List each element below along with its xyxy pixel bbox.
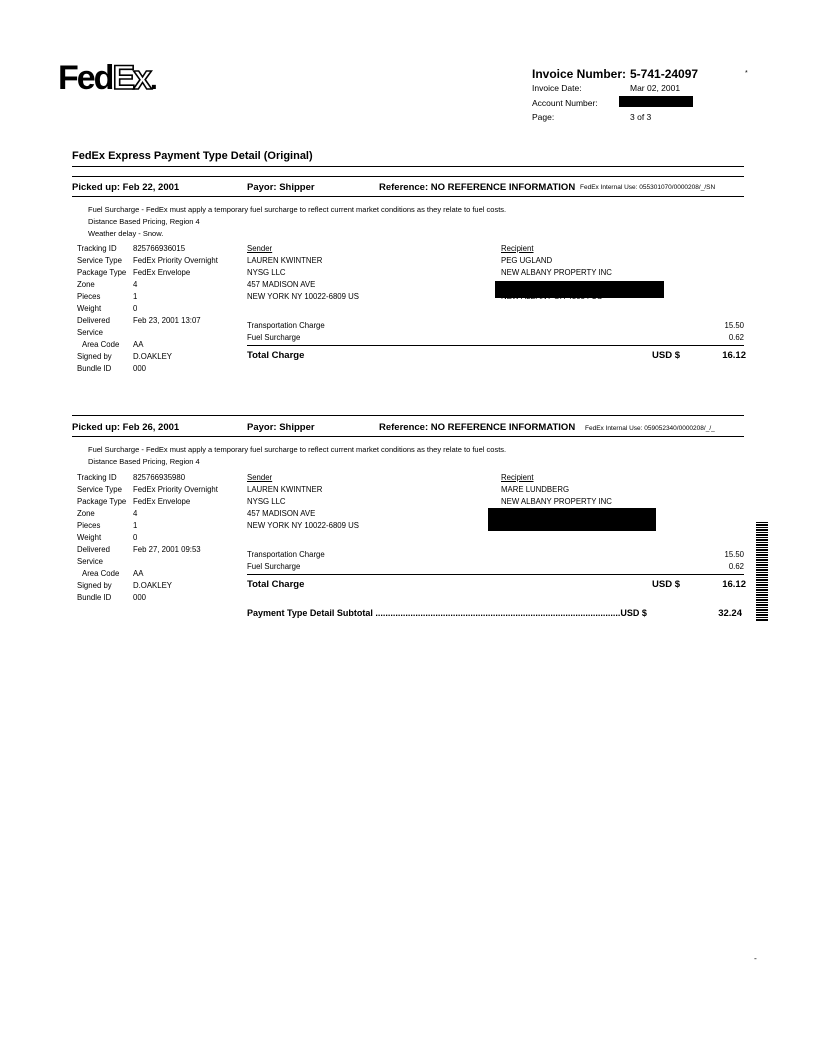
transportation-charge: 15.50 xyxy=(724,550,744,559)
reference: Reference: NO REFERENCE INFORMATION xyxy=(379,182,576,193)
recipient-label: Recipient xyxy=(501,244,534,253)
delivered: Feb 23, 2001 13:07 xyxy=(133,316,201,325)
shipment-labels xyxy=(77,243,126,375)
fuel-surcharge-label: Fuel Surcharge xyxy=(247,333,301,342)
signed-by-label: Signed by xyxy=(77,581,112,590)
page-label: Page: xyxy=(532,112,555,122)
divider xyxy=(72,415,744,416)
transportation-charge: 15.50 xyxy=(724,321,744,330)
sender-block xyxy=(247,472,359,532)
signed-by: D.OAKLEY xyxy=(133,581,172,590)
account-number-label: Account Number: xyxy=(532,98,598,108)
notes xyxy=(88,444,506,468)
pieces: 1 xyxy=(133,292,138,301)
delivered: Feb 27, 2001 09:53 xyxy=(133,545,201,554)
zone-label: Zone xyxy=(77,280,95,289)
invoice-number-label: Invoice Number: xyxy=(532,67,627,81)
recipient-address-redaction xyxy=(495,281,664,298)
signed-by: D.OAKLEY xyxy=(133,352,172,361)
page-value: 3 of 3 xyxy=(630,112,652,122)
tracking-id-label: Tracking ID xyxy=(77,473,117,482)
recipient-line: NEW ALBANY PROPERTY INC xyxy=(501,497,612,506)
divider xyxy=(72,196,744,197)
package-type-label: Package Type xyxy=(77,268,127,277)
zone: 4 xyxy=(133,509,138,518)
sender-line: LAUREN KWINTNER xyxy=(247,256,323,265)
delivered-label: Delivered xyxy=(77,545,110,554)
sender-line: LAUREN KWINTNER xyxy=(247,485,323,494)
divider xyxy=(72,436,744,437)
total-usd-label: USD $ xyxy=(652,350,680,361)
note-line: Distance Based Pricing, Region 4 xyxy=(88,457,200,466)
recipient-line: MARE LUNDBERG xyxy=(501,485,570,494)
fuel-surcharge: 0.62 xyxy=(728,562,744,571)
sender-line: 457 MADISON AVE xyxy=(247,509,316,518)
recipient-line: PEG UGLAND xyxy=(501,256,553,265)
footer-mark: - xyxy=(754,953,757,963)
divider xyxy=(247,574,744,575)
account-number-redaction xyxy=(619,96,693,107)
bundle-id: 000 xyxy=(133,364,147,373)
recipient-block xyxy=(501,243,612,279)
total-usd-label: USD $ xyxy=(652,579,680,590)
payor: Payor: Shipper xyxy=(247,182,315,193)
picked-up: Picked up: Feb 26, 2001 xyxy=(72,422,180,433)
recipient-block xyxy=(501,472,612,508)
total-charge: 16.12 xyxy=(722,350,746,361)
service-label: Service xyxy=(77,328,103,337)
sender-label: Sender xyxy=(247,244,273,253)
area-code-label: Area Code xyxy=(82,340,120,349)
service-type-label: Service Type xyxy=(77,485,122,494)
sender-line: NEW YORK NY 10022-6809 US xyxy=(247,292,359,301)
recipient-address-redaction xyxy=(488,508,656,531)
sender-line: NYSG LLC xyxy=(247,497,286,506)
note-line: Fuel Surcharge - FedEx must apply a temporary fuel surcharge to reflect current market conditions as they relate to fuel costs. xyxy=(88,205,507,214)
service-type-label: Service Type xyxy=(77,256,122,265)
sender-line: NEW YORK NY 10022-6809 US xyxy=(247,521,359,530)
bundle-id-label: Bundle ID xyxy=(77,593,112,602)
total-charge: 16.12 xyxy=(722,579,746,590)
note-line: Fuel Surcharge - FedEx must apply a temporary fuel surcharge to reflect current market conditions as they relate to fuel costs. xyxy=(88,445,507,454)
reference: Reference: NO REFERENCE INFORMATION xyxy=(379,422,576,433)
service-type: FedEx Priority Overnight xyxy=(133,485,218,494)
service-label: Service xyxy=(77,557,103,566)
pieces: 1 xyxy=(133,521,138,530)
fedex-logo: FedEx. xyxy=(58,59,156,97)
total-charge-label: Total Charge xyxy=(247,579,305,590)
transportation-charge-label: Transportation Charge xyxy=(247,550,325,559)
shipment-labels xyxy=(77,472,126,604)
sender-label: Sender xyxy=(247,473,273,482)
internal-use: FedEx Internal Use: 059052340/0000208/_/_ xyxy=(585,425,715,432)
transportation-charge-label: Transportation Charge xyxy=(247,321,325,330)
bundle-id: 000 xyxy=(133,593,147,602)
notes xyxy=(88,204,506,240)
pieces-label: Pieces xyxy=(77,292,101,301)
subtotal-label: Payment Type Detail Subtotal ..................................................................................................USD $ xyxy=(247,608,647,618)
invoice-number: 5-741-24097 xyxy=(630,67,699,81)
recipient-label: Recipient xyxy=(501,473,534,482)
weight-label: Weight xyxy=(77,304,102,313)
picked-up: Picked up: Feb 22, 2001 xyxy=(72,182,180,193)
invoice-date: Mar 02, 2001 xyxy=(630,83,681,93)
recipient-line: NEW ALBANY PROPERTY INC xyxy=(501,268,612,277)
service-type: FedEx Priority Overnight xyxy=(133,256,218,265)
weight: 0 xyxy=(133,304,138,313)
area-code: AA xyxy=(133,340,144,349)
package-type: FedEx Envelope xyxy=(133,497,191,506)
zone-label: Zone xyxy=(77,509,95,518)
barcode xyxy=(756,522,768,622)
zone: 4 xyxy=(133,280,138,289)
area-code-label: Area Code xyxy=(82,569,120,578)
weight-label: Weight xyxy=(77,533,102,542)
tracking-id-label: Tracking ID xyxy=(77,244,117,253)
invoice-date-label: Invoice Date: xyxy=(532,83,582,93)
signed-by-label: Signed by xyxy=(77,352,112,361)
package-type: FedEx Envelope xyxy=(133,268,191,277)
corner-mark: * xyxy=(745,70,748,77)
internal-use: FedEx Internal Use: 055301070/0000208/_/SN xyxy=(580,184,716,191)
total-charge-label: Total Charge xyxy=(247,350,305,361)
shipment-values xyxy=(133,243,218,375)
shipment-values xyxy=(133,472,218,604)
weight: 0 xyxy=(133,533,138,542)
note-line: Weather delay - Snow. xyxy=(88,229,164,238)
pieces-label: Pieces xyxy=(77,521,101,530)
sender-line: NYSG LLC xyxy=(247,268,286,277)
sender-line: 457 MADISON AVE xyxy=(247,280,316,289)
bundle-id-label: Bundle ID xyxy=(77,364,112,373)
payor: Payor: Shipper xyxy=(247,422,315,433)
note-line: Distance Based Pricing, Region 4 xyxy=(88,217,200,226)
fuel-surcharge: 0.62 xyxy=(728,333,744,342)
subtotal-value: 32.24 xyxy=(718,608,742,619)
delivered-label: Delivered xyxy=(77,316,110,325)
tracking-id: 825766935980 xyxy=(133,473,186,482)
area-code: AA xyxy=(133,569,144,578)
page-title: FedEx Express Payment Type Detail (Original) xyxy=(72,150,313,162)
fuel-surcharge-label: Fuel Surcharge xyxy=(247,562,301,571)
divider xyxy=(72,176,744,177)
divider xyxy=(72,166,744,167)
package-type-label: Package Type xyxy=(77,497,127,506)
sender-block xyxy=(247,243,359,303)
tracking-id: 825766936015 xyxy=(133,244,186,253)
divider xyxy=(247,345,744,346)
